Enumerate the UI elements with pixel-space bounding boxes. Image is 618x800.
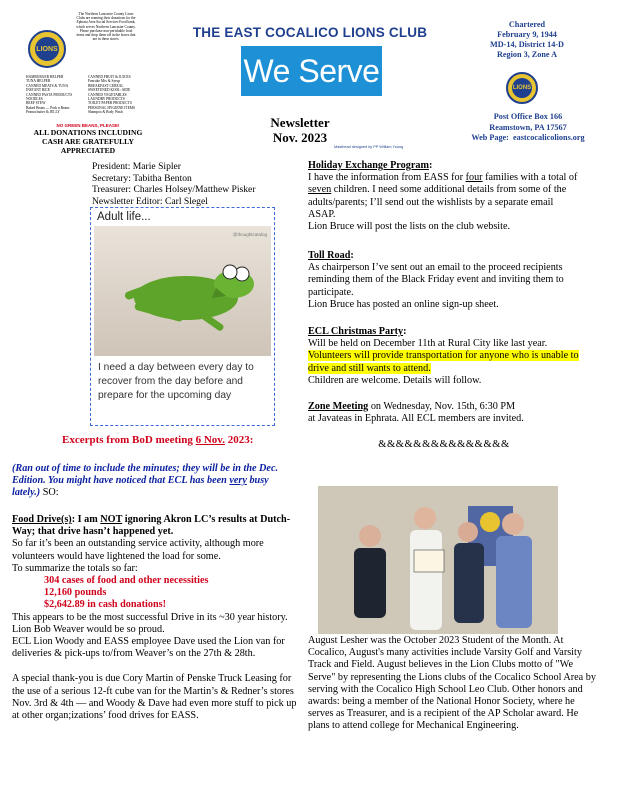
po-box: Post Office Box 166 bbox=[493, 112, 563, 121]
student-photo bbox=[318, 486, 558, 634]
list-item: SWEETENED KOOL-AIDE bbox=[88, 88, 131, 93]
list-item: CANNED FRUIT & JUICES bbox=[88, 75, 131, 79]
holiday-text: families with a total of bbox=[482, 172, 578, 184]
list-item: Baked Beans — Pork n Beans bbox=[26, 105, 70, 110]
meme-caption: I need a day between every day to recover from the day before and prepare for the upcoming day bbox=[98, 362, 254, 401]
bod-heading-date: 6 Nov. bbox=[195, 434, 225, 446]
donations-line: CASH ARE GRATEFULLY bbox=[42, 137, 134, 146]
bod-heading-year: 2023: bbox=[224, 434, 254, 446]
toll-section bbox=[308, 250, 580, 311]
bod-heading-text: Excerpts from BoD meeting bbox=[62, 434, 196, 446]
food-drive-p3: This appears to be the most successful Drive in its ~30 year history. Lion Bob Weaver would be so proud. bbox=[12, 611, 288, 635]
kermit-frog-icon bbox=[94, 226, 271, 356]
thank-you-paragraph: A special thank-you is due Cory Martin of Penske Truck Leasing for the use of a serious 12-ft cube van for the Martin’s & Redner’s stores Nov. 3rd & 4th — and Woody & Dave had even more stuff to pick up at other organ;izations’ food drives for EASS. bbox=[12, 673, 297, 722]
student-of-month-photo-icon bbox=[318, 486, 558, 634]
separator: &&&&&&&&&&&&&&& bbox=[378, 439, 510, 450]
newsletter-word: Newsletter bbox=[270, 115, 330, 130]
address-block bbox=[438, 112, 618, 144]
food-drive-section bbox=[12, 514, 300, 722]
lions-logo-left bbox=[28, 30, 66, 68]
we-serve-banner bbox=[241, 46, 382, 96]
donation-notice: The Northern Lancaster County Lions Clubs are teaming their donations for the Ephrata Area Social Services Food bank, which serves Northern Lancaster County. Please purchase non-perishable food items and drop them off in the boxes that are in these stores. bbox=[76, 12, 136, 42]
officer-secretary: Secretary: Tabitha Benton bbox=[92, 172, 192, 184]
toll-heading-text: Toll Road bbox=[308, 250, 351, 261]
holiday-p1 bbox=[308, 172, 580, 221]
web-label: Web Page: bbox=[471, 133, 509, 142]
lions-logo-icon: LIONS bbox=[512, 78, 532, 98]
food-drive-colon: : I am bbox=[71, 514, 101, 525]
list-item: TUNA HELPER bbox=[26, 79, 51, 84]
holiday-text: children. I need some additional details from some of the adults/parents; I’ll send out the wishlists by a separate email ASAP. bbox=[308, 184, 567, 220]
charter-info bbox=[472, 20, 582, 60]
header bbox=[0, 0, 618, 160]
list-item: CANNED VEGETABLES bbox=[88, 92, 127, 97]
bod-note-very: very bbox=[229, 475, 247, 487]
chartered-date: February 9, 1944 bbox=[497, 30, 557, 39]
city: Reamstown, PA 17567 bbox=[489, 122, 567, 132]
newsletter-label bbox=[264, 115, 336, 145]
newsletter-issue: Nov. 2023 bbox=[272, 130, 328, 145]
list-item: BEEF STEW bbox=[26, 101, 46, 106]
bod-note-so: SO: bbox=[40, 487, 59, 499]
bod-note bbox=[12, 463, 298, 500]
party-heading: ECL Christmas Party: bbox=[308, 326, 407, 337]
party-heading-text: ECL Christmas Party bbox=[308, 326, 404, 337]
list-item: TOILET PAPER PRODUCTS bbox=[88, 101, 132, 106]
food-drive-p4: ECL Lion Woody and EASS employee Dave used the Lion van for deliveries & pick-ups to/from Weaver’s on the 27th & 28th. bbox=[12, 636, 285, 660]
food-drive-p1: So far it’s been an outstanding service activity, although more volunteers would have lightened the load for some. bbox=[12, 538, 264, 562]
list-item: LAUNDRY PRODUCTS bbox=[88, 97, 125, 102]
donations-note bbox=[22, 128, 154, 155]
bod-note-text: (Ran out of time to include the minutes; they will be in the Dec. Edition. You might have noticed that ECL has been bbox=[12, 463, 279, 487]
officer-editor: Newsletter Editor: Carl Slegel bbox=[92, 195, 208, 207]
meme-photo bbox=[94, 226, 271, 356]
bod-heading bbox=[62, 434, 292, 446]
student-caption: August Lesher was the October 2023 Student of the Month. At Cocalico, August's many activities include Varsity Golf and Varsity Track and Field. August believes in the Lion Clubs motto of "We Serve" by representing the Lions clubs of the Cocalico School Area by serving with the Cocalico High School Leo Club. Other honors and awards: being a member of the National Honor Society, where he serves as Treasurer, and is a recipient of the AP Scholar award. He plans to attend college for Mechanical Engineering. bbox=[308, 635, 596, 732]
food-drive-rest: ignoring Akron LC’s results at Dutch-Way; that drive hasn’t happened yet. bbox=[12, 514, 291, 538]
officer-treasurer: Treasurer: Charles Holsey/Matthew Pisker bbox=[92, 184, 256, 196]
holiday-four: four bbox=[465, 172, 483, 184]
bod-note-end: busy lately.) bbox=[12, 475, 269, 499]
party-p2: Children are welcome. Details will follow. bbox=[308, 374, 482, 386]
list-item: Pancake Mix & Syrup bbox=[88, 79, 121, 84]
club-title: THE EAST COCALICO LIONS CLUB bbox=[192, 25, 428, 40]
holiday-heading-text: Holiday Exchange Program bbox=[308, 160, 429, 171]
list-item: Shampoo & Body Wash bbox=[88, 110, 123, 115]
zone-where: at Javateas in Ephrata. All ECL members are invited. bbox=[308, 413, 524, 425]
list-item: PERSONAL HYGIENE ITEMS bbox=[88, 105, 135, 110]
web-link[interactable]: eastcocalicolions.org bbox=[513, 133, 585, 142]
list-item: NOODLES bbox=[26, 97, 43, 102]
holiday-section bbox=[308, 160, 580, 233]
zone-heading: Zone Meeting bbox=[308, 401, 369, 412]
list-item: INSTANT RICE bbox=[26, 88, 51, 93]
zone-line1 bbox=[308, 401, 580, 413]
total-pounds: 12,160 pounds bbox=[44, 587, 107, 599]
we-serve-text: We Serve bbox=[243, 52, 380, 89]
web-page-line bbox=[438, 133, 618, 144]
officer-president: President: Marie Sipler bbox=[92, 161, 181, 172]
holiday-seven: seven bbox=[308, 184, 332, 196]
food-drive-not: NOT bbox=[100, 514, 123, 525]
holiday-text: I have the information from EASS for bbox=[308, 172, 466, 184]
zone-when: on Wednesday, Nov. 15th, 6:30 PM bbox=[368, 401, 516, 412]
donations-line: ALL DONATIONS INCLUDING bbox=[33, 128, 143, 137]
food-drive-heading bbox=[12, 514, 300, 538]
donation-list-left bbox=[26, 75, 86, 115]
region: Region 3, Zone A bbox=[496, 50, 558, 59]
donation-list-right bbox=[88, 75, 148, 115]
no-green-beans: NO GREEN BEANS, PLEASE! bbox=[56, 123, 120, 128]
masthead-credit: Masthead designed by PP William Young bbox=[334, 145, 404, 149]
food-drive-label: Food Drive(s) bbox=[12, 514, 72, 525]
zone-section bbox=[308, 401, 580, 425]
party-highlight bbox=[308, 350, 580, 374]
officers bbox=[92, 161, 292, 207]
toll-p2: Lion Bruce has posted an online sign-up sheet. bbox=[308, 298, 499, 310]
district: MD-14, District 14-D bbox=[490, 40, 564, 49]
holiday-heading: Holiday Exchange Program: bbox=[308, 160, 433, 171]
list-item: BREAKFAST CEREAL bbox=[88, 83, 124, 88]
lions-logo-icon: LIONS bbox=[35, 37, 59, 61]
donations-line: APPRECIATED bbox=[60, 146, 116, 155]
toll-heading: Toll Road: bbox=[308, 250, 354, 261]
list-item: HAMBURGER HELPER bbox=[26, 75, 64, 79]
party-highlight-text: Volunteers will provide transportation for anyone who is unable to drive and still wants to attend. bbox=[308, 350, 579, 374]
food-drive-p2: To summarize the totals so far: bbox=[12, 562, 138, 574]
list-item: Peanut butter & JELLY bbox=[26, 110, 60, 115]
total-cases: 304 cases of food and other necessities bbox=[44, 575, 209, 587]
meme-title: Adult life... bbox=[97, 211, 151, 223]
meme-watermark: @thoughtcatalog bbox=[232, 232, 267, 237]
total-cash: $2,642.89 in cash donations! bbox=[44, 599, 166, 611]
chartered-label: Chartered bbox=[508, 20, 546, 29]
holiday-p2: Lion Bruce will post the lists on the club website. bbox=[308, 221, 511, 233]
donation-list bbox=[26, 75, 146, 123]
list-item: CANNED MEATS & TUNA bbox=[26, 83, 69, 88]
party-p1: Will be held on December 11th at Rural City like last year. bbox=[308, 338, 548, 350]
party-section bbox=[308, 326, 580, 387]
meme-image bbox=[90, 207, 275, 426]
list-item: CANNED PASTA PRODUCTS bbox=[26, 92, 73, 97]
lions-logo-right bbox=[506, 72, 538, 104]
toll-p1: As chairperson I’ve sent out an email to the proceed recipients reminding them of the Black Friday event and inviting them to participate. bbox=[308, 262, 564, 298]
